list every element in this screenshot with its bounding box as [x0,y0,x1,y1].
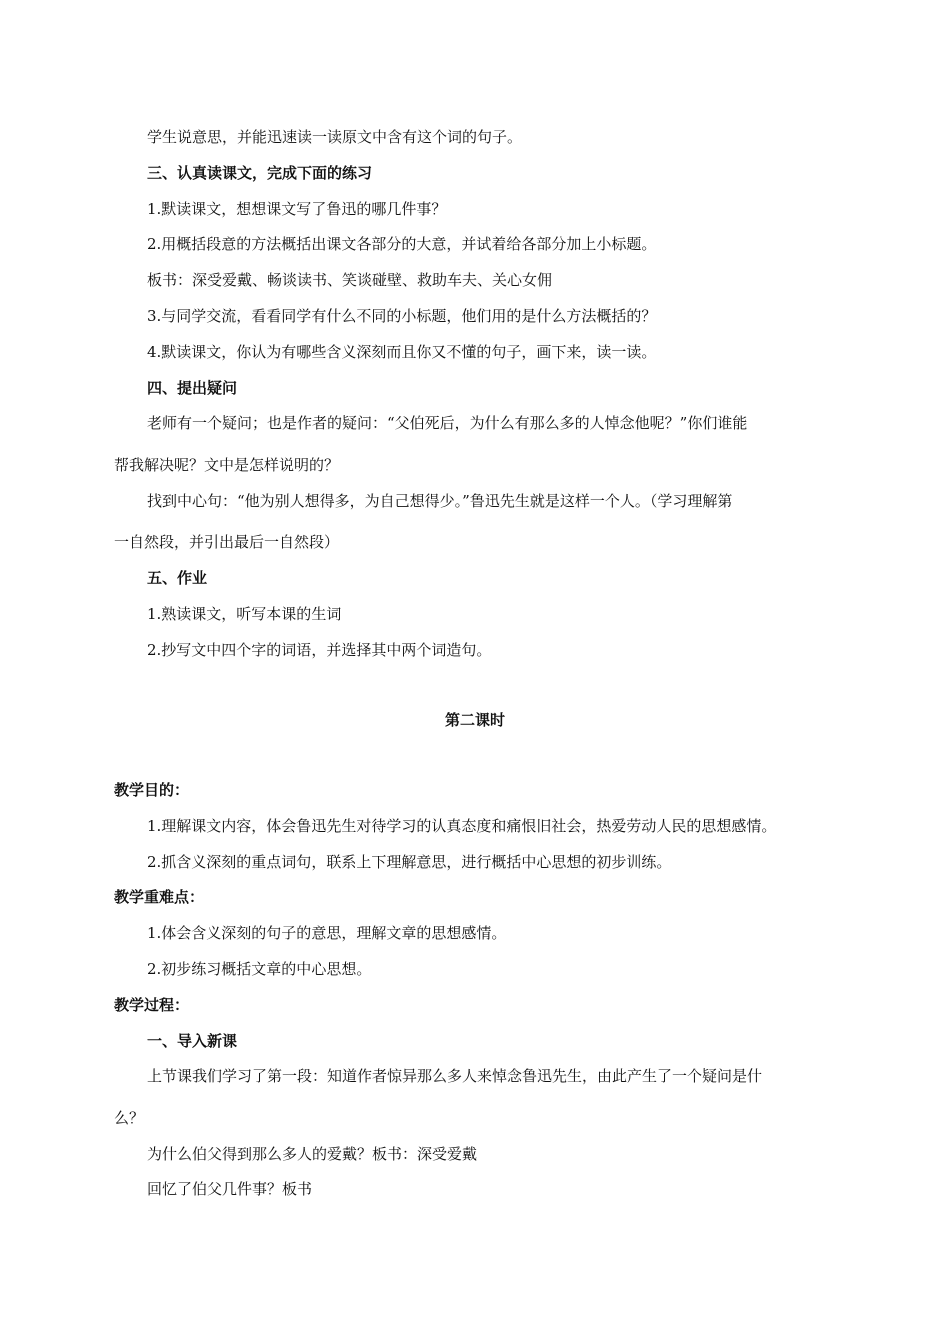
list-item: 3.与同学交流，看看同学有什么不同的小标题，他们用的是什么方法概括的？ [147,307,657,325]
lesson-title: 第二课时 [444,711,505,729]
paragraph: 回忆了伯父几件事？板书 [147,1180,313,1198]
section-label: 教学目的： [114,781,190,799]
section-heading: 四、提出疑问 [147,379,238,397]
list-item: 2.用概括段意的方法概括出课文各部分的大意，并试着给各部分加上小标题。 [147,235,657,253]
list-item: 1.熟读课文，听写本课的生词 [147,605,342,623]
section-heading: 一、导入新课 [147,1032,238,1050]
paragraph-continuation: 一自然段，并引出最后一自然段） [114,533,340,551]
paragraph: 找到中心句：“他为别人想得多，为自己想得少。”鲁迅先生就是这样一个人。（学习理解第 [147,492,733,510]
paragraph: 上节课我们学习了第一段：知道作者惊异那么多人来悼念鲁迅先生，由此产生了一个疑问是什 [147,1067,763,1085]
list-item: 1.默读课文，想想课文写了鲁迅的哪几件事？ [147,200,447,218]
paragraph-continuation: 帮我解决呢？文中是怎样说明的？ [114,456,340,474]
section-heading: 三、认真读课文，完成下面的练习 [147,164,373,182]
list-item: 2.抄写文中四个字的词语，并选择其中两个词造句。 [147,641,492,659]
paragraph: 为什么伯父得到那么多人的爱戴？板书：深受爱戴 [147,1145,478,1163]
list-item: 1.理解课文内容，体会鲁迅先生对待学习的认真态度和痛恨旧社会，热爱劳动人民的思想感情。 [147,817,777,835]
list-item: 2.初步练习概括文章的中心思想。 [147,960,372,978]
section-label: 教学过程： [114,996,190,1014]
section-heading: 五、作业 [147,569,208,587]
paragraph-continuation: 么？ [114,1109,145,1127]
blackboard-note: 板书：深受爱戴、畅谈读书、笑谈碰壁、救助车夫、关心女佣 [147,271,553,289]
paragraph: 老师有一个疑问；也是作者的疑问：“父伯死后，为什么有那么多的人悼念他呢？”你们谁能 [147,414,748,432]
list-item: 1.体会含义深刻的句子的意思，理解文章的思想感情。 [147,924,507,942]
list-item: 4.默读课文，你认为有哪些含义深刻而且你又不懂的句子，画下来，读一读。 [147,343,657,361]
section-label: 教学重难点： [114,888,205,906]
paragraph: 学生说意思，并能迅速读一读原文中含有这个词的句子。 [147,128,523,146]
list-item: 2.抓含义深刻的重点词句，联系上下理解意思，进行概括中心思想的初步训练。 [147,853,672,871]
